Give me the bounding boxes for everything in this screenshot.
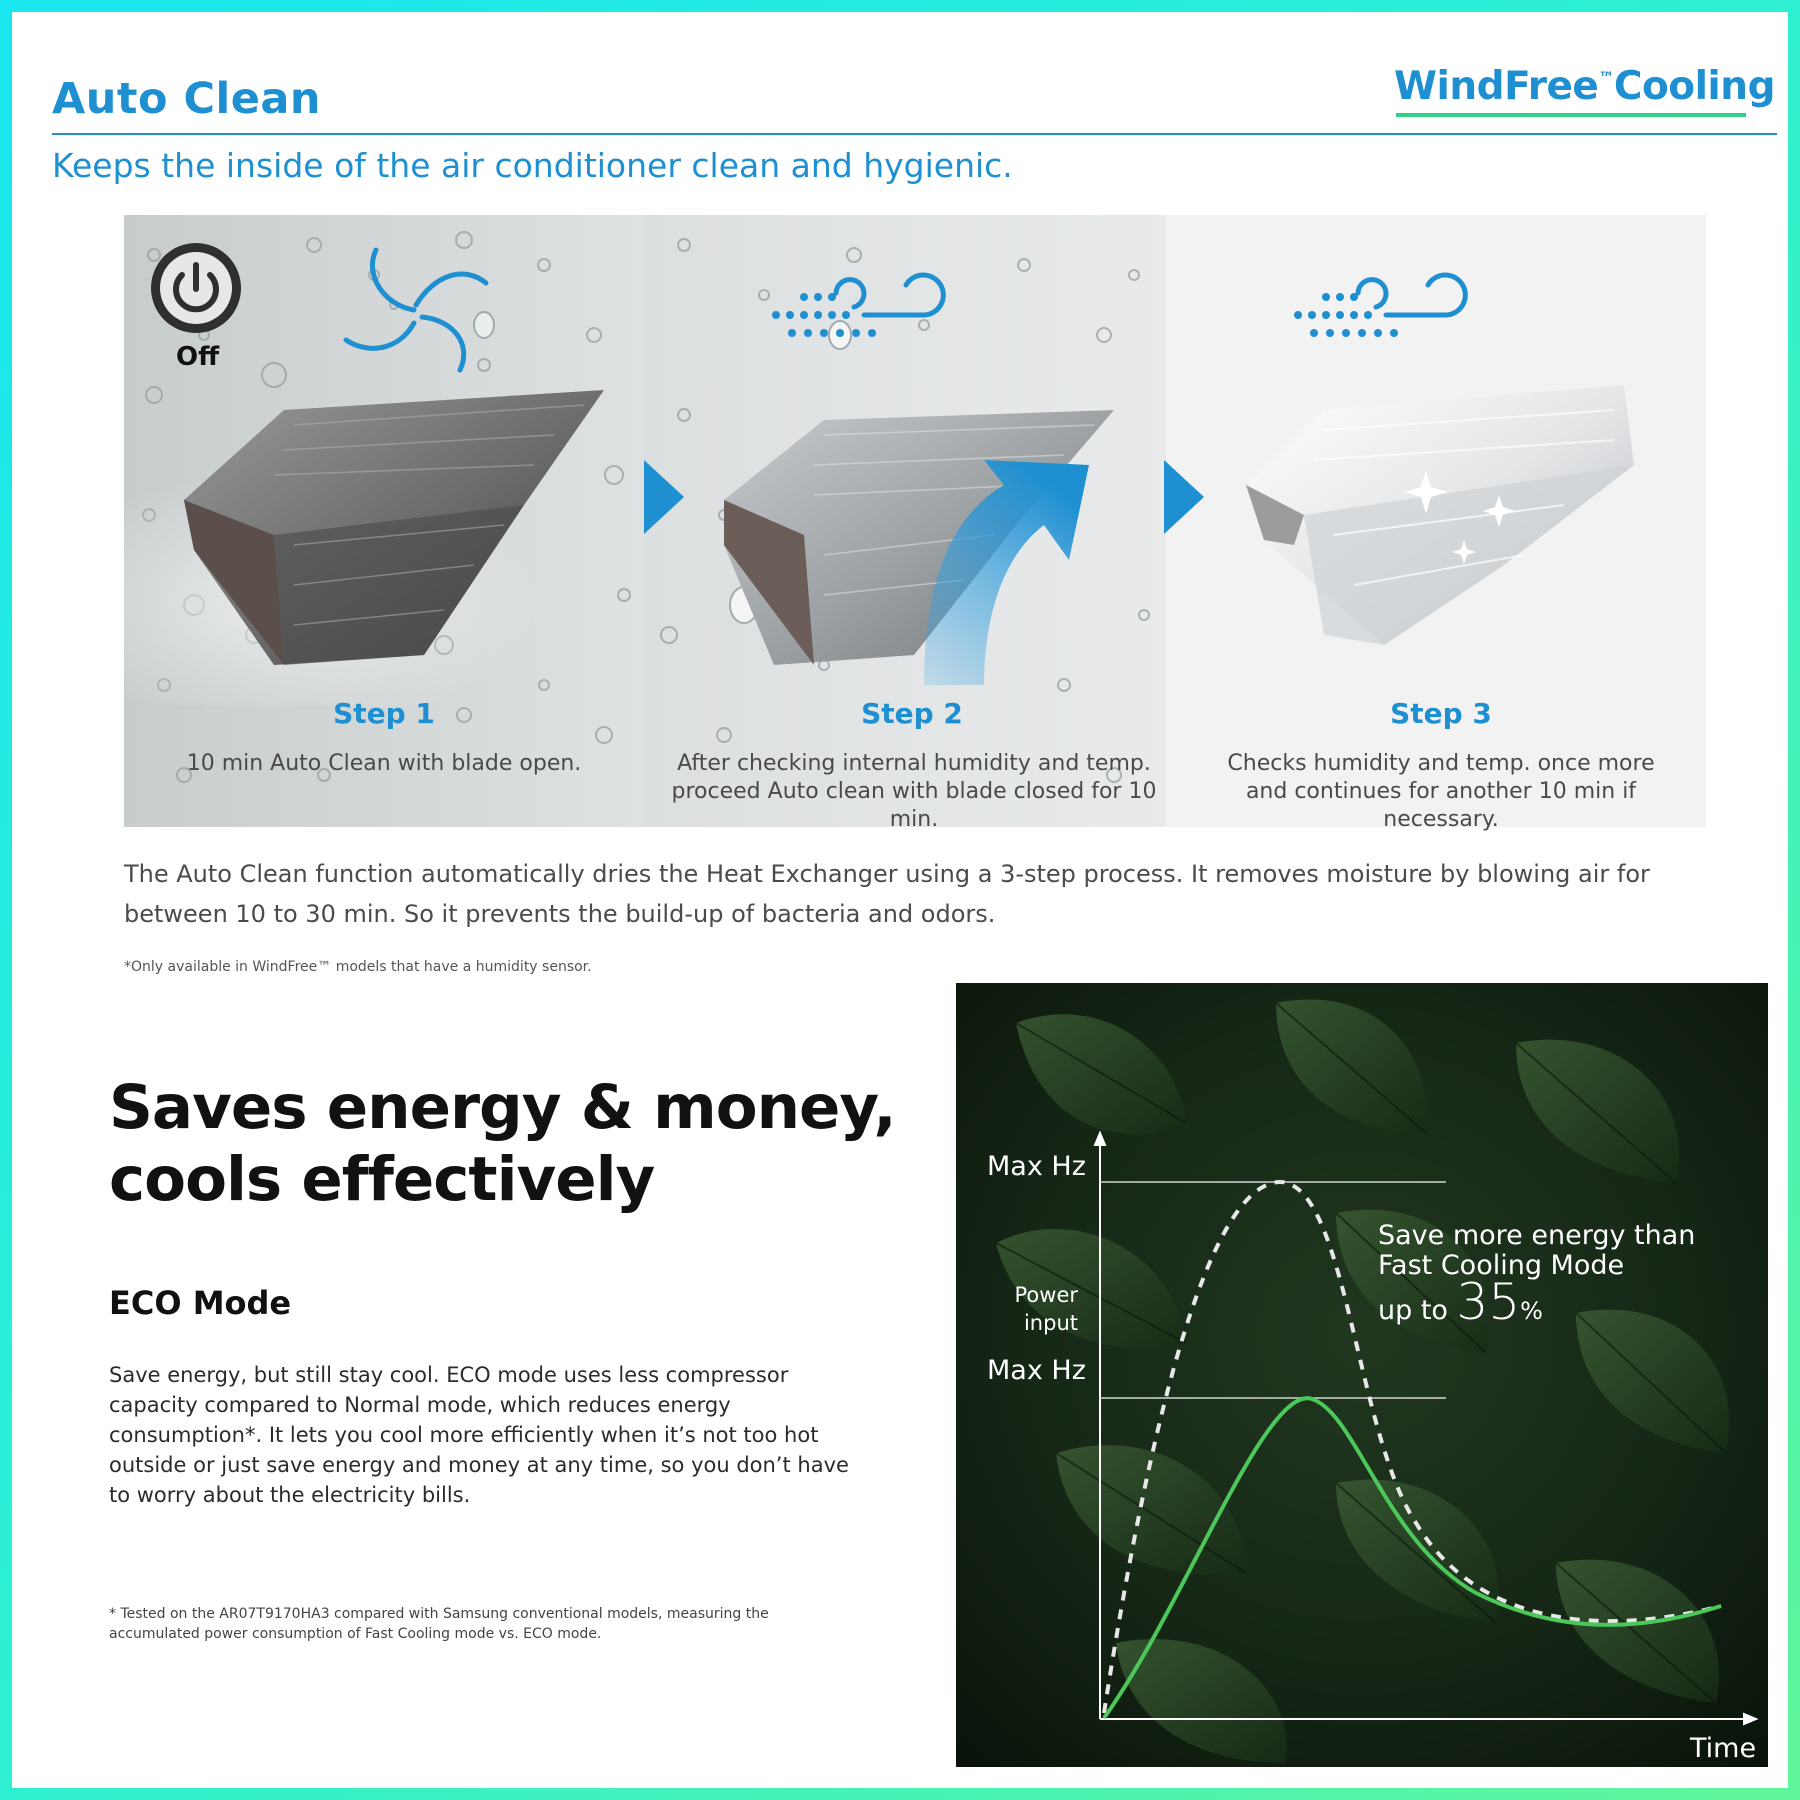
steps-illustration <box>124 215 1706 827</box>
windfree-cooling-logo <box>1394 64 1775 109</box>
max-hz-bottom-label: Max Hz <box>987 1355 1086 1386</box>
energy-callout <box>1378 1220 1696 1331</box>
page-title: Auto Clean <box>52 74 322 124</box>
logo-trademark: ™ <box>1598 68 1614 87</box>
callout-line2: Fast Cooling Mode <box>1378 1250 1625 1281</box>
callout-percent-value: 35 <box>1456 1273 1521 1331</box>
eco-mode-title: ECO Mode <box>109 1284 292 1322</box>
logo-suffix: Cooling <box>1613 64 1775 109</box>
content-card <box>12 12 1788 1788</box>
step2-description: After checking internal humidity and temp. proceed Auto clean with blade closed for 10 min. <box>671 751 1157 832</box>
callout-value-row <box>1378 1273 1695 1331</box>
step2-title: Step 2 <box>861 697 963 730</box>
callout-percent-unit: % <box>1520 1297 1543 1325</box>
logo-underline <box>1396 113 1746 117</box>
power-input-line1: Power <box>1014 1283 1078 1307</box>
step1-title: Step 1 <box>333 697 435 730</box>
callout-prefix: up to <box>1378 1295 1448 1326</box>
auto-clean-steps <box>124 215 1706 832</box>
eco-mode-chart <box>956 983 1768 1767</box>
header-divider <box>52 133 1777 135</box>
step3-title: Step 3 <box>1390 697 1492 730</box>
power-icon <box>151 243 241 333</box>
energy-heading <box>109 1072 896 1216</box>
energy-heading-line1: Saves energy & money, <box>109 1072 896 1143</box>
power-input-label <box>996 1281 1078 1337</box>
power-input-line2: input <box>1023 1311 1078 1335</box>
step1-description: 10 min Auto Clean with blade open. <box>186 751 582 776</box>
max-hz-top-label: Max Hz <box>987 1151 1086 1182</box>
logo-brand: WindFree <box>1394 64 1599 109</box>
auto-clean-description: The Auto Clean function automatically dries the Heat Exchanger using a 3-step process. It removes moisture by blowing air for between 10 to 30 min. So it prevents the build-up of bacteria and odors. <box>124 860 1650 928</box>
energy-heading-line2: cools effectively <box>109 1144 655 1215</box>
auto-clean-note: *Only available in WindFree™ models that have a humidity sensor. <box>124 959 592 975</box>
eco-footnote: * Tested on the AR07T9170HA3 compared with Samsung conventional models, measuring the accumulated power consumption of Fast Cooling mode vs. ECO mode. <box>109 1606 769 1642</box>
time-axis-label: Time <box>1690 1733 1757 1764</box>
eco-mode-description: Save energy, but still stay cool. ECO mode uses less compressor capacity compared to Normal mode, which reduces energy consumption*. It lets you cool more efficiently when it’s not too hot outside or just save energy and money at any time, so you don’t have to worry about the electricity bills. <box>109 1363 849 1507</box>
step3-description: Checks humidity and temp. once more and continues for another 10 min if necessary. <box>1227 751 1655 832</box>
callout-line1: Save more energy than <box>1378 1220 1696 1251</box>
page-subtitle: Keeps the inside of the air conditioner clean and hygienic. <box>52 146 1013 185</box>
off-label: Off <box>176 342 220 372</box>
